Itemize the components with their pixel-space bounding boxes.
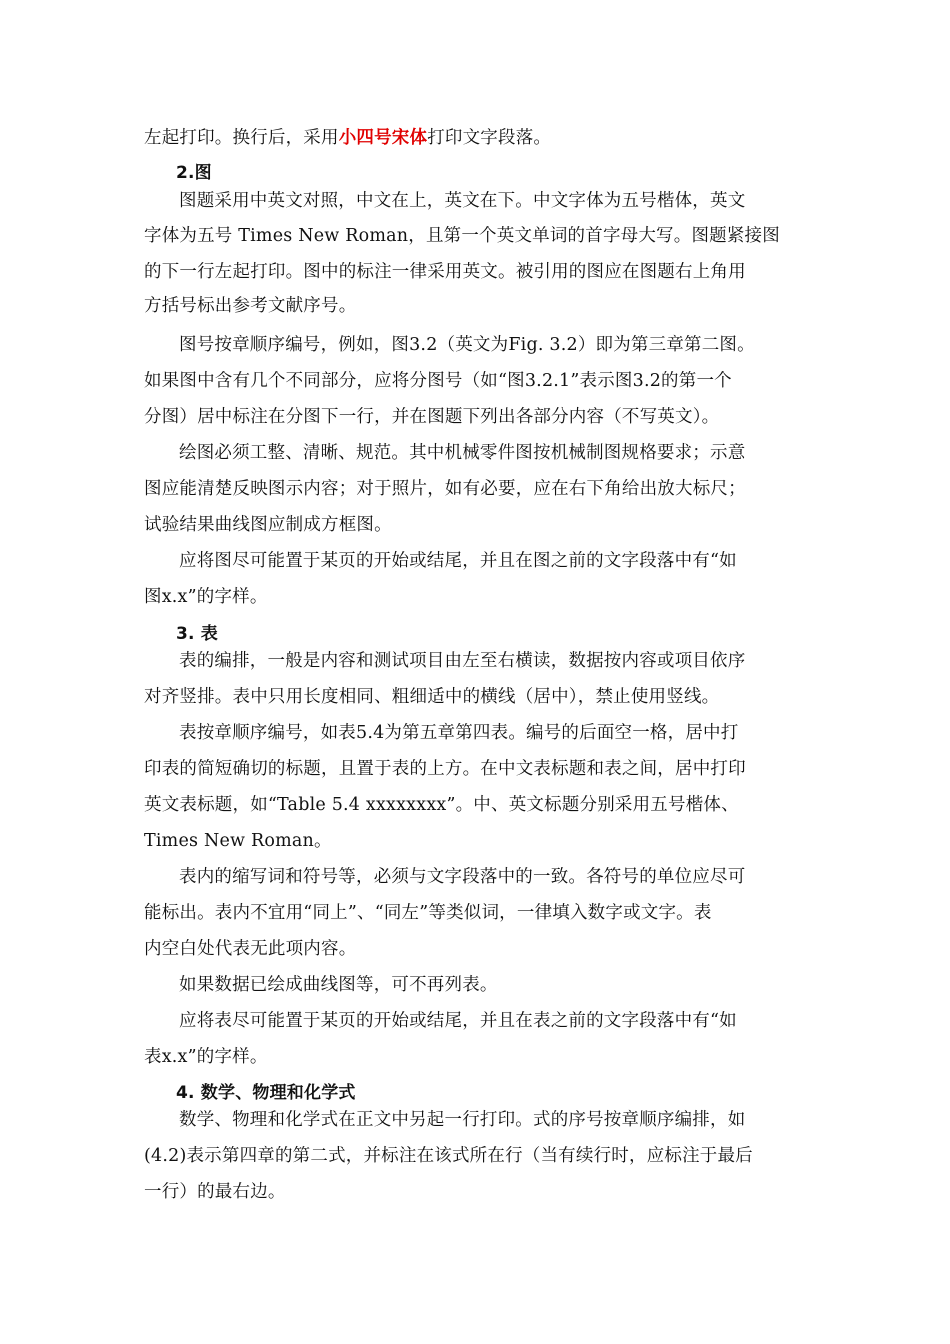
formula-para1-line2: (4.2)表示第四章的第二式，并标注在该式所在行（当有续行时，应标注于最后 — [144, 1146, 753, 1166]
formula-para1-line3: 一行）的最右边。 — [144, 1182, 286, 1202]
figure-para2-line2: 如果图中含有几个不同部分，应将分图号（如“图3.2.1”表示图3.2的第一个 — [144, 371, 732, 391]
figure-para1-line4: 方括号标出参考文献序号。 — [144, 296, 357, 316]
figure-para1-line1: 图题采用中英文对照，中文在上，英文在下。中文字体为五号楷体，英文 — [179, 191, 746, 211]
table-para2-line2: 印表的简短确切的标题，且置于表的上方。在中文表标题和表之间，居中打印 — [144, 759, 746, 779]
figure-para4-line2: 图x.x”的字样。 — [144, 587, 268, 607]
formula-section-heading: 4. 数学、物理和化学式 — [176, 1083, 356, 1103]
intro-line — [144, 126, 551, 150]
table-para5-line1: 应将表尽可能置于某页的开始或结尾，并且在表之前的文字段落中有“如 — [179, 1011, 737, 1031]
intro-prefix: 左起打印。换行后，采用 — [144, 128, 339, 148]
table-para3-line2: 能标出。表内不宜用“同上”、“同左”等类似词，一律填入数字或文字。表 — [144, 903, 712, 923]
figure-para1-line3: 的下一行左起打印。图中的标注一律采用英文。被引用的图应在图题右上角用 — [144, 262, 746, 282]
table-para1-line1: 表的编排，一般是内容和测试项目由左至右横读，数据按内容或项目依序 — [179, 651, 746, 671]
intro-emphasis: 小四号宋体 — [338, 128, 428, 148]
figure-para3-line3: 试验结果曲线图应制成方框图。 — [144, 515, 392, 535]
figure-section-heading: 2.图 — [176, 163, 212, 183]
figure-para4-line1: 应将图尽可能置于某页的开始或结尾，并且在图之前的文字段落中有“如 — [179, 551, 737, 571]
formula-para1-line1: 数学、物理和化学式在正文中另起一行打印。式的序号按章顺序编排，如 — [179, 1110, 746, 1130]
table-para2-line3: 英文表标题，如“Table 5.4 xxxxxxxx”。中、英文标题分别采用五号楷体、 — [144, 795, 739, 815]
figure-para1-line2: 字体为五号 Times New Roman，且第一个英文单词的首字母大写。图题紧接图 — [144, 226, 780, 246]
table-para2-line1: 表按章顺序编号，如表5.4为第五章第四表。编号的后面空一格，居中打 — [179, 723, 739, 743]
table-para5-line2: 表x.x”的字样。 — [144, 1047, 268, 1067]
figure-para2-line3: 分图）居中标注在分图下一行，并在图题下列出各部分内容（不写英文）。 — [144, 407, 720, 427]
table-para4-line1: 如果数据已绘成曲线图等，可不再列表。 — [179, 975, 498, 995]
figure-para3-line2: 图应能清楚反映图示内容；对于照片，如有必要，应在右下角给出放大标尺； — [144, 479, 746, 499]
table-para2-line4: Times New Roman。 — [144, 831, 332, 851]
table-para3-line3: 内空白处代表无此项内容。 — [144, 939, 357, 959]
intro-suffix: 打印文字段落。 — [427, 128, 552, 148]
table-para3-line1: 表内的缩写词和符号等，必须与文字段落中的一致。各符号的单位应尽可 — [179, 867, 746, 887]
table-para1-line2: 对齐竖排。表中只用长度相同、粗细适中的横线（居中），禁止使用竖线。 — [144, 687, 720, 707]
figure-para3-line1: 绘图必须工整、清晰、规范。其中机械零件图按机械制图规格要求；示意 — [179, 443, 746, 463]
figure-para2-line1: 图号按章顺序编号，例如，图3.2（英文为Fig. 3.2）即为第三章第二图。 — [179, 335, 755, 355]
table-section-heading: 3. 表 — [176, 624, 219, 644]
